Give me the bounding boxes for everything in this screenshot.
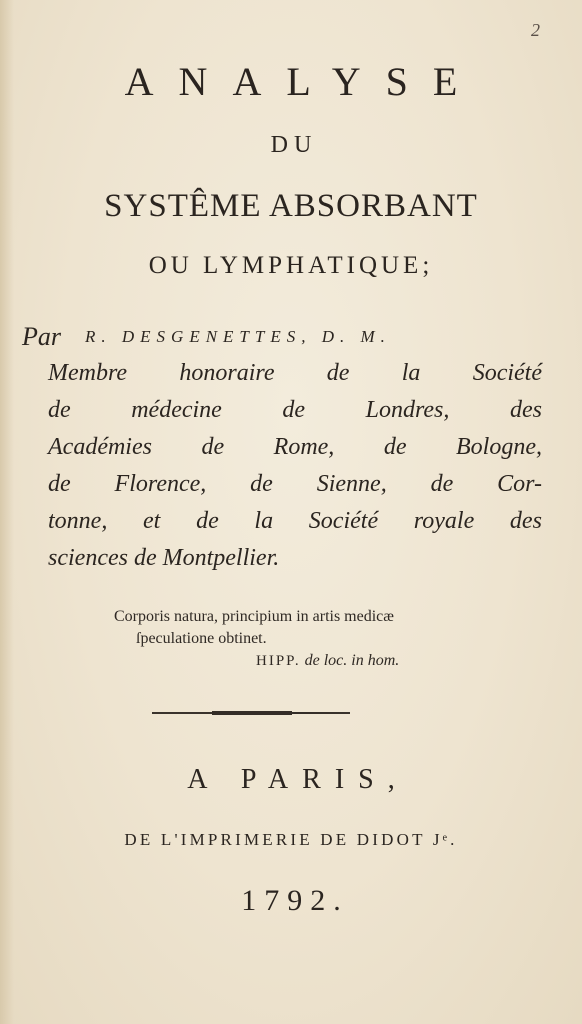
author-name: R. DESGENETTES, D. M. bbox=[85, 327, 391, 346]
epigraph-source: de loc. in hom. bbox=[304, 652, 400, 669]
author-credentials-line-5 bbox=[22, 503, 542, 540]
word: de bbox=[430, 471, 454, 497]
word: et bbox=[143, 508, 161, 534]
word: Londres, bbox=[365, 397, 450, 423]
word: de bbox=[196, 508, 219, 534]
word: Société bbox=[472, 360, 542, 386]
author-credentials-line-3 bbox=[22, 429, 542, 466]
word: de bbox=[383, 434, 407, 460]
word: sciences de Montpellier. bbox=[48, 545, 280, 571]
author-credentials-line-2 bbox=[22, 392, 542, 429]
author-par: Par bbox=[22, 322, 61, 351]
title-subtitle: OU LYMPHATIQUE; bbox=[148, 252, 434, 279]
word: la bbox=[254, 508, 274, 534]
imprint-printer: DE L'IMPRIMERIE DE DIDOT Jᵉ. bbox=[124, 830, 458, 849]
word: médecine bbox=[131, 397, 222, 423]
epigraph-line-1: Corporis natura, principium in artis medicæ bbox=[114, 608, 394, 625]
word: de bbox=[326, 360, 350, 386]
title-du: DU bbox=[270, 132, 318, 158]
imprint-year: 1792. bbox=[241, 884, 349, 917]
word: des bbox=[509, 508, 542, 534]
word: de bbox=[48, 471, 71, 497]
word: Florence, bbox=[114, 471, 207, 497]
author-credentials-line-1 bbox=[22, 355, 542, 392]
word: royale bbox=[413, 508, 475, 534]
epigraph bbox=[114, 606, 514, 672]
word: la bbox=[401, 360, 421, 386]
word: Membre bbox=[48, 360, 128, 386]
ornamental-rule-center bbox=[212, 711, 292, 715]
title-main: ANALYSE bbox=[124, 59, 483, 104]
word: Société bbox=[308, 508, 379, 534]
word: honoraire bbox=[179, 360, 275, 386]
corner-mark: 2 bbox=[531, 20, 540, 40]
epigraph-attribution bbox=[114, 650, 514, 672]
word: Bologne, bbox=[456, 434, 542, 460]
word: Académies bbox=[48, 434, 152, 460]
word: Sienne, bbox=[316, 471, 387, 497]
word: de bbox=[201, 434, 225, 460]
author-credentials-line-6 bbox=[22, 540, 542, 577]
word: tonne, bbox=[48, 508, 108, 534]
epigraph-author: HIPP. bbox=[256, 653, 301, 669]
word: Rome, bbox=[273, 434, 335, 460]
word: de bbox=[250, 471, 273, 497]
author-line bbox=[22, 318, 542, 355]
author-credentials-line-4 bbox=[22, 466, 542, 503]
author-block bbox=[22, 318, 542, 577]
word: de bbox=[48, 397, 71, 423]
word: Cor- bbox=[497, 471, 542, 497]
epigraph-line-2: ſpeculatione obtinet. bbox=[136, 630, 267, 647]
imprint-place: A PARIS, bbox=[187, 764, 409, 795]
title-system: SYSTÊME ABSORBANT bbox=[104, 188, 478, 224]
word: de bbox=[282, 397, 306, 423]
word: des bbox=[509, 397, 542, 423]
